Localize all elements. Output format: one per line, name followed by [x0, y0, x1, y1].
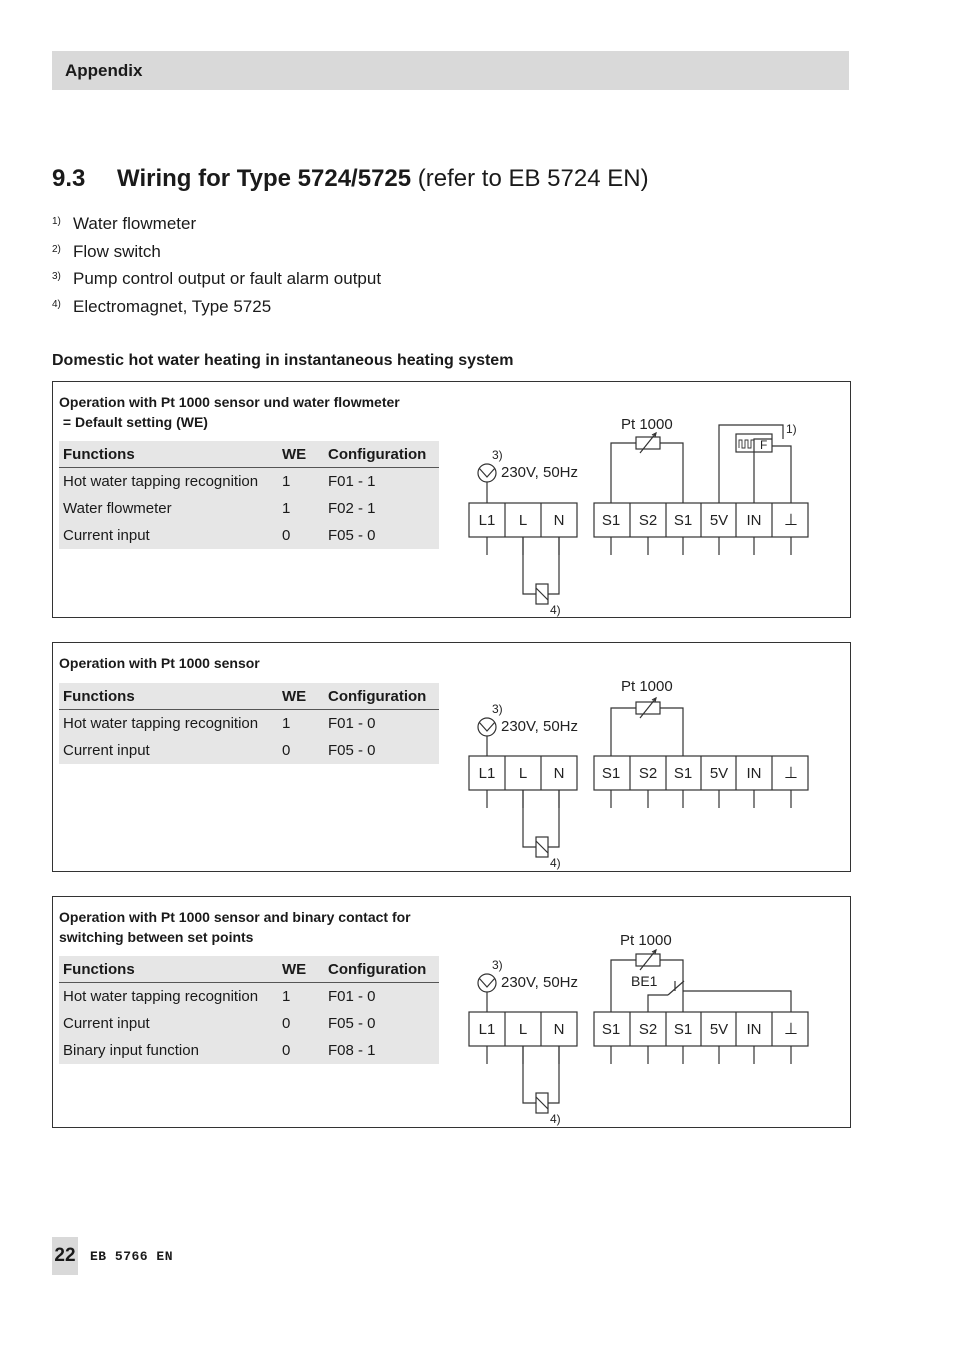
note-label: 4): [550, 856, 561, 870]
cell-function: Current input: [63, 527, 150, 544]
table-row: [59, 1010, 439, 1037]
col-header-functions: Functions: [59, 683, 278, 710]
terminal-label: IN: [746, 1021, 762, 1038]
cell-function: Binary input function: [63, 1042, 199, 1059]
terminal-label: 5V: [709, 765, 729, 782]
footnote-mark: 4): [52, 298, 61, 310]
col-header-we: WE: [278, 683, 324, 710]
col-header-functions: Functions: [59, 956, 278, 983]
note-label: 1): [786, 422, 797, 436]
note-label: 3): [492, 958, 503, 972]
functions-table: [59, 441, 439, 549]
cell-function: Current input: [63, 1015, 150, 1032]
table-header-row: [59, 956, 439, 983]
terminal-label: 5V: [709, 512, 729, 529]
note-label: 3): [492, 702, 503, 716]
supply-label: 230V, 50Hz: [501, 974, 579, 991]
footnote-mark: 1): [52, 216, 61, 227]
terminal-label: N: [553, 1021, 565, 1038]
terminal-label: S1: [601, 512, 621, 529]
terminal-label: N: [553, 765, 565, 782]
box-title-line: switching between set points: [59, 929, 254, 945]
cell-we: 1: [282, 473, 291, 490]
note-label: 4): [550, 1112, 561, 1126]
cell-function: Water flowmeter: [63, 500, 172, 517]
section-title: [52, 165, 649, 193]
terminal-label: N: [553, 512, 565, 529]
cell-we: 0: [282, 527, 291, 544]
wiring-diagram: [463, 897, 843, 1127]
config-box-2: [52, 642, 851, 872]
section-number: 9.3: [52, 165, 86, 192]
footnote-text: Pump control output or fault alarm output: [73, 269, 382, 288]
footnote-text: Water flowmeter: [73, 214, 197, 233]
terminal-label: S2: [638, 512, 658, 529]
terminal-label: IN: [746, 765, 762, 782]
terminal-label: L1: [478, 765, 496, 782]
ground-icon: ⊥: [784, 1021, 798, 1038]
supply-symbol: [478, 718, 496, 736]
box-title: [59, 907, 459, 947]
functions-table: [59, 683, 439, 764]
cell-config: F02 - 1: [328, 500, 376, 517]
col-header-configuration: Configuration: [324, 441, 439, 468]
table-row: [59, 495, 439, 522]
table-row: [59, 468, 439, 496]
cell-config: F08 - 1: [328, 1042, 376, 1059]
box-title: [59, 392, 459, 432]
sensor-label: Pt 1000: [621, 678, 673, 695]
cell-config: F05 - 0: [328, 527, 376, 544]
terminal-label: IN: [746, 512, 762, 529]
footnote-mark: 2): [52, 243, 61, 255]
ground-icon: ⊥: [784, 512, 798, 529]
terminal-label: L: [518, 512, 528, 529]
section-title-suffix: (refer to EB 5724 EN): [417, 165, 649, 192]
terminal-label: S2: [638, 1021, 658, 1038]
box-title-line: Operation with Pt 1000 sensor: [59, 655, 260, 671]
cell-we: 1: [282, 715, 291, 732]
subheading: Domestic hot water heating in instantaneous heating system: [52, 352, 514, 369]
sensor-label: Pt 1000: [620, 932, 672, 949]
footnote-text: Flow switch: [73, 241, 161, 261]
header-title: Appendix: [65, 61, 143, 80]
box-title-line: = Default setting (WE): [59, 414, 208, 430]
terminal-label: S1: [601, 1021, 621, 1038]
col-header-we: WE: [278, 441, 324, 468]
cell-we: 0: [282, 1015, 291, 1032]
col-header-functions: Functions: [59, 441, 278, 468]
table-header-row: [59, 441, 439, 468]
table-header-row: [59, 683, 439, 710]
cell-we: 1: [282, 500, 291, 517]
supply-label: 230V, 50Hz: [501, 718, 579, 735]
box-title-line: Operation with Pt 1000 sensor und water flowmeter: [59, 394, 400, 410]
section-main-title: Wiring for Type 5724/5725: [117, 165, 412, 192]
table-row: [59, 1037, 439, 1064]
box-title-line: Operation with Pt 1000 sensor and binary contact for: [59, 909, 411, 925]
sensor-label: Pt 1000: [621, 416, 673, 433]
cell-function: Hot water tapping recognition: [63, 473, 259, 490]
terminal-label: S1: [673, 765, 693, 782]
cell-function: Current input: [63, 742, 150, 759]
terminal-label: 5V: [709, 1021, 729, 1038]
cell-function: Hot water tapping recognition: [63, 988, 259, 1005]
terminal-label: S1: [601, 765, 621, 782]
cell-we: 0: [282, 1042, 291, 1059]
config-box-3: [52, 896, 851, 1128]
note-label: 3): [492, 448, 503, 462]
wiring-diagram: [463, 643, 843, 871]
binary-contact-switch: [668, 981, 684, 995]
config-box-1: [52, 381, 851, 618]
col-header-configuration: Configuration: [324, 956, 439, 983]
note-label: 4): [550, 603, 561, 617]
cell-config: F01 - 1: [328, 473, 376, 490]
flowmeter-label: F: [760, 438, 768, 452]
supply-symbol: [478, 974, 496, 992]
binary-contact-label: BE1: [631, 973, 658, 989]
box-title: [59, 653, 459, 673]
table-row: [59, 737, 439, 764]
col-header-we: WE: [278, 956, 324, 983]
supply-symbol: [478, 464, 496, 482]
document-id: EB 5766 EN: [90, 1249, 174, 1264]
table-row: [59, 522, 439, 549]
cell-function: Hot water tapping recognition: [63, 715, 259, 732]
col-header-configuration: Configuration: [324, 683, 439, 710]
terminal-label: L1: [478, 512, 496, 529]
table-row: [59, 710, 439, 738]
supply-label: 230V, 50Hz: [501, 464, 579, 481]
header-bar: [52, 51, 849, 90]
page-number: 22: [52, 1237, 78, 1275]
terminal-label: S1: [673, 512, 693, 529]
terminal-label: S1: [673, 1021, 693, 1038]
cell-config: F05 - 0: [328, 1015, 376, 1032]
cell-we: 0: [282, 742, 291, 759]
terminal-label: L: [518, 765, 528, 782]
terminal-label: S2: [638, 765, 658, 782]
cell-config: F05 - 0: [328, 742, 376, 759]
table-row: [59, 983, 439, 1011]
cell-we: 1: [282, 988, 291, 1005]
cell-config: F01 - 0: [328, 715, 376, 732]
functions-table: [59, 956, 439, 1064]
footnote-mark: 3): [52, 271, 61, 282]
wiring-diagram: [463, 382, 843, 617]
terminal-label: L: [518, 1021, 528, 1038]
terminal-label: L1: [478, 1021, 496, 1038]
footnote-text: Electromagnet, Type 5725: [73, 296, 272, 316]
ground-icon: ⊥: [784, 765, 798, 782]
cell-config: F01 - 0: [328, 988, 376, 1005]
